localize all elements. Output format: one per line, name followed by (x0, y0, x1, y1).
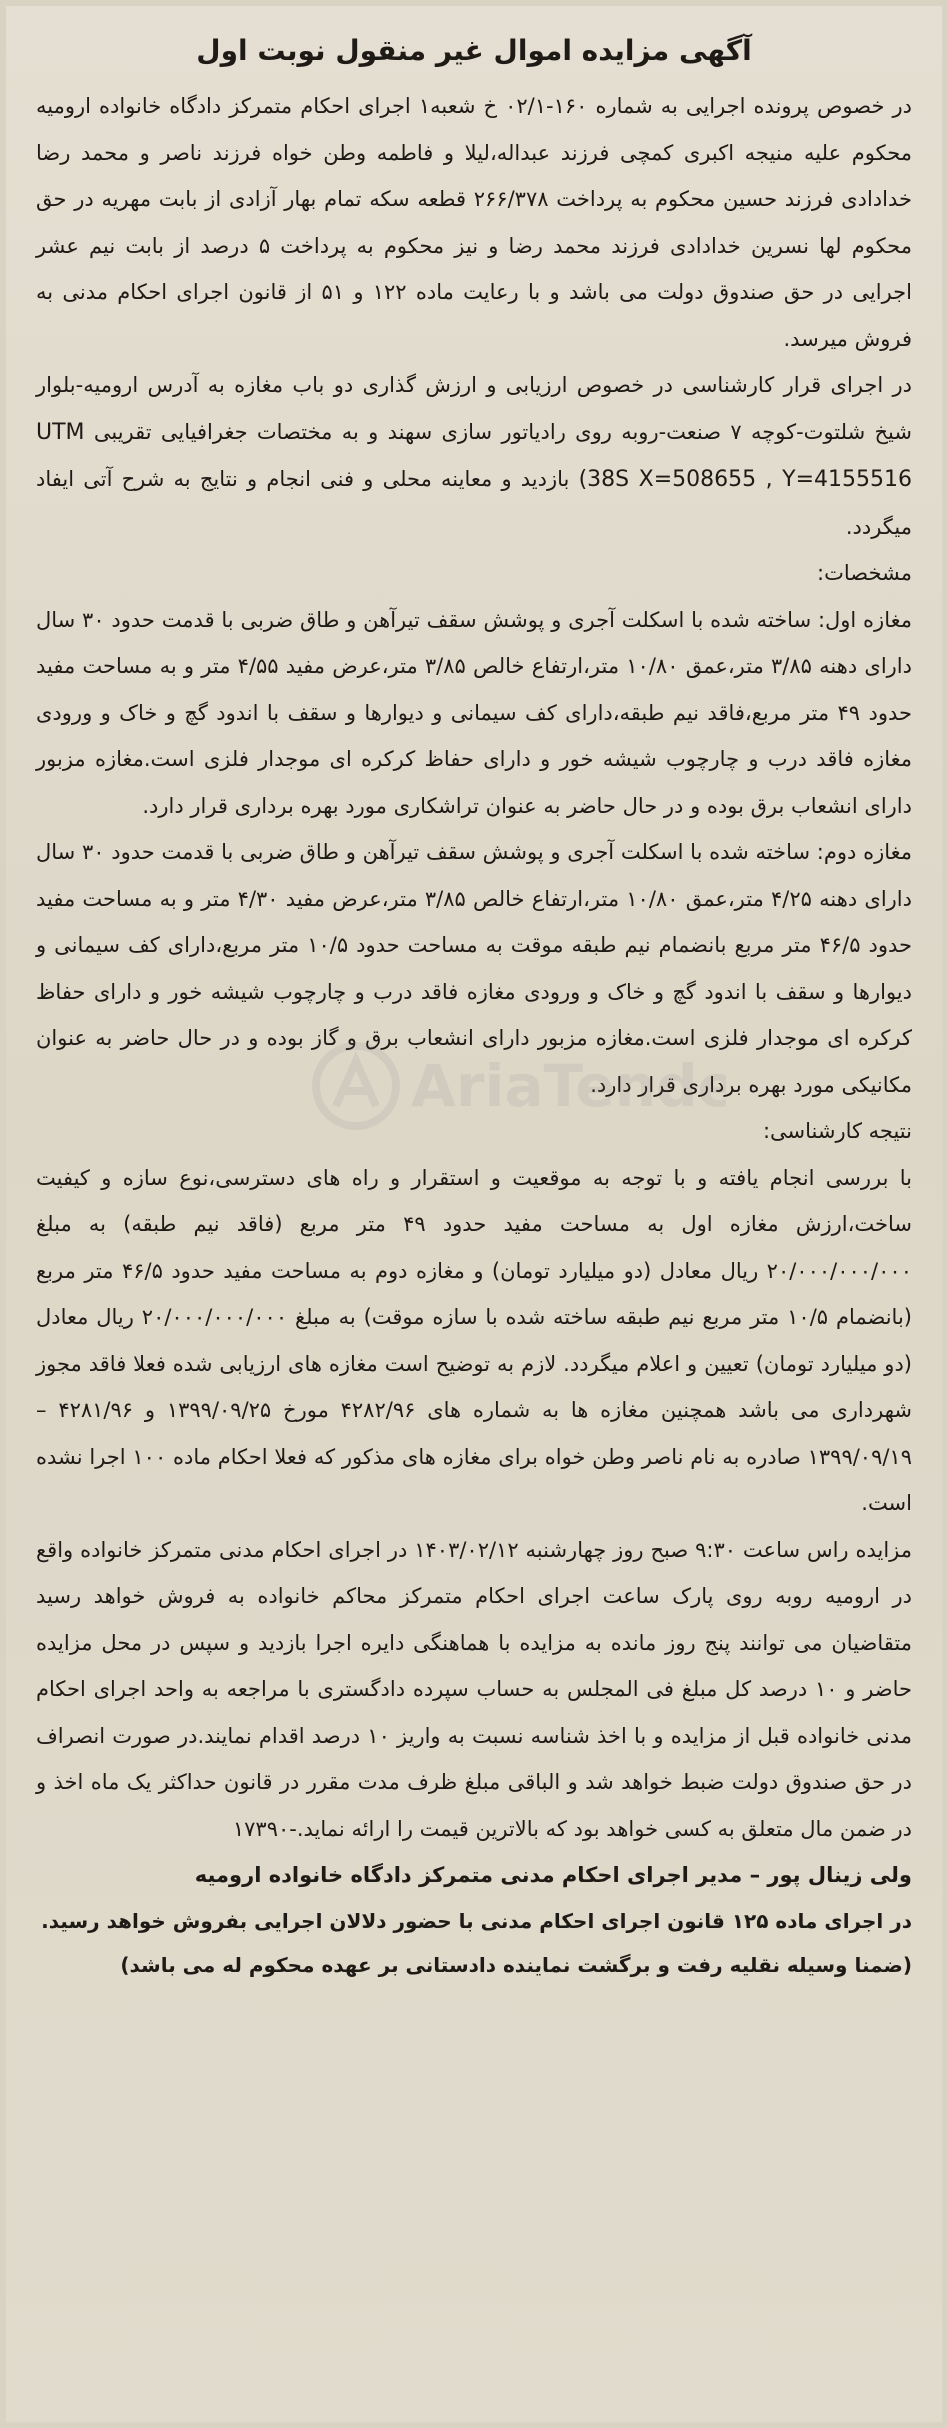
result-paragraph: با بررسی انجام یافته و با توجه به موقعیت و استقرار و راه های دسترسی،نوع سازه و کیفیت ساخت،ارزش مغازه اول به مساحت مفید حدود ۴۹ متر مربع (فاقد نیم طبقه) به مبلغ ۲۰/۰۰۰/۰۰۰/۰۰۰ ریال معادل (دو میلیارد تومان) و مغازه دوم به مساحت مفید حدود ۴۶/۵ متر مربع (بانضمام ۱۰/۵ متر مربع نیم طبقه ساخته شده با سازه موقت) به مبلغ ۲۰/۰۰۰/۰۰۰/۰۰۰ ریال معادل (دو میلیارد تومان) تعیین و اعلام میگردد. لازم به توضیح است مغازه های ارزیابی شده فعلا فاقد مجوز شهرداری می باشد همچنین مغازه ها به شماره های ۴۲۸۲/۹۶ مورخ ۱۳۹۹/۰۹/۲۵ و ۴۲۸۱/۹۶ – ۱۳۹۹/۰۹/۱۹ صادره به نام ناصر وطن خواه برای مغازه های مذکور که فعلا احکام ماده ۱۰۰ اجرا نشده است. (36, 1165, 912, 1515)
survey-paragraph (36, 362, 912, 550)
signature: ولی زینال پور – مدیر اجرای احکام مدنی متمرکز دادگاه خانواده ارومیه (194, 1863, 912, 1887)
auction-paragraph: مزایده راس ساعت ۹:۳۰ صبح روز چهارشنبه ۱۴۰۳/۰۲/۱۲ در اجرای احکام مدنی متمرکز خانواده واقع در ارومیه روبه روی پارک ساعت اجرای احکام متمرکز محاکم خانواده به فروش خواهد رسید متقاضیان می توانند پنج روز مانده به مزایده با هماهنگی دایره اجرا بازدید و سپس در محل مزایده حاضر و ۱۰ درصد کل مبلغ فی المجلس به حساب سپرده دادگستری با مراجعه به واحد اجرای احکام مدنی خانواده قبل از مزایده و با اخذ شناسه نسبت به واریز ۱۰ درصد اقدام نمایند.در صورت انصراف در حق صندوق دولت ضبط خواهد شد و الباقی مبلغ ظرف مدت مقرر در قانون حداکثر یک ماه اخذ و در ضمن مال متعلق به کسی خواهد بود که بالاترین قیمت را ارائه نماید.-۱۷۳۹۰ (36, 1537, 912, 1841)
specs-label: مشخصات: (817, 561, 912, 585)
intro-paragraph: در خصوص پرونده اجرایی به شماره ۱۶۰-۰۲/۱ خ شعبه۱ اجرای احکام متمرکز دادگاه خانواده ارومیه محکوم علیه منیجه اکبری کمچی فرزند عبداله،لیلا و فاطمه وطن خواه فرزند ناصر و محمد رضا خدادادی فرزند حسین محکوم به پرداخت ۲۶۶/۳۷۸ قطعه سکه تمام بهار آزادی از بابت مهریه در حق محکوم لها نسرین خدادادی فرزند محمد رضا و نیز محکوم به پرداخت ۵ درصد از بابت نیم عشر اجرایی در حق صندوق دولت می باشد و با رعایت ماده ۱۲۲ و ۵۱ از قانون اجرای احکام مدنی به فروش میرسد. (36, 94, 912, 351)
footer-note-1: در اجرای ماده ۱۲۵ قانون اجرای احکام مدنی با حضور دلالان اجرایی بفروش خواهد رسید. (41, 1908, 912, 1933)
shop1-paragraph: مغازه اول: ساخته شده با اسکلت آجری و پوشش سقف تیرآهن و طاق ضربی با قدمت حدود ۳۰ سال دارای دهنه ۳/۸۵ متر،عمق ۱۰/۸۰ متر،ارتفاع خالص ۳/۸۵ متر،عرض مفید ۴/۵۵ متر و به مساحت مفید حدود ۴۹ متر مربع،فاقد نیم طبقه،دارای کف سیمانی و دیوارها و سقف با اندود گچ و خاک و ورودی مغازه فاقد درب و چارچوب شیشه خور و دارای حفاظ کرکره ای موجدار فلزی است.مغازه مزبور دارای انشعاب برق بوده و در حال حاضر به عنوان تراشکاری مورد بهره برداری قرار دارد. (36, 607, 912, 818)
watermark-text: AriaTende (411, 1052, 726, 1120)
survey-text: در اجرای قرار کارشناسی در خصوص ارزیابی و ارزش گذاری دو باب مغازه به آدرس ارومیه-بلوار شیخ شلتوت-کوچه ۷ صنعت-روبه روی رادیاتور سازی سهند و به مختصات جغرافیایی تقریبی (36, 373, 912, 444)
shop2-paragraph: مغازه دوم: ساخته شده با اسکلت آجری و پوشش سقف تیرآهن و طاق ضربی با قدمت حدود ۳۰ سال دارای دهنه ۴/۲۵ متر،عمق ۱۰/۸۰ متر،ارتفاع خالص ۳/۸۵ متر،عرض مفید ۴/۳۰ متر و به مساحت مفید حدود ۴۶/۵ متر مربع بانضمام نیم طبقه موقت به مساحت حدود ۱۰/۵ متر مربع،دارای کف سیمانی و دیوارها و سقف با اندود گچ و خاک و ورودی مغازه فاقد درب و چارچوب شیشه خور و دارای حفاظ کرکره ای موجدار فلزی است.مغازه مزبور دارای انشعاب برق و گاز بوده و در حال حاضر به عنوان مکانیکی مورد بهره برداری قرار دارد. (36, 840, 912, 1097)
footer-note-2: (ضمنا وسیله نقلیه رفت و برگشت نماینده دادستانی بر عهده محکوم له می باشد) (120, 1952, 912, 1977)
notice-title: آگهی مزایده اموال غیر منقول نوبت اول (196, 34, 752, 67)
result-label: نتیجه کارشناسی: (762, 1119, 912, 1143)
newspaper-clipping (6, 6, 942, 2422)
utm-coordinates: UTM (38S X=508655 , Y=4155516 (36, 419, 912, 492)
survey-text-end: بازدید و معاینه محلی و فنی انجام و نتایج به شرح آتی ایفاد میگردد. (36, 467, 912, 539)
